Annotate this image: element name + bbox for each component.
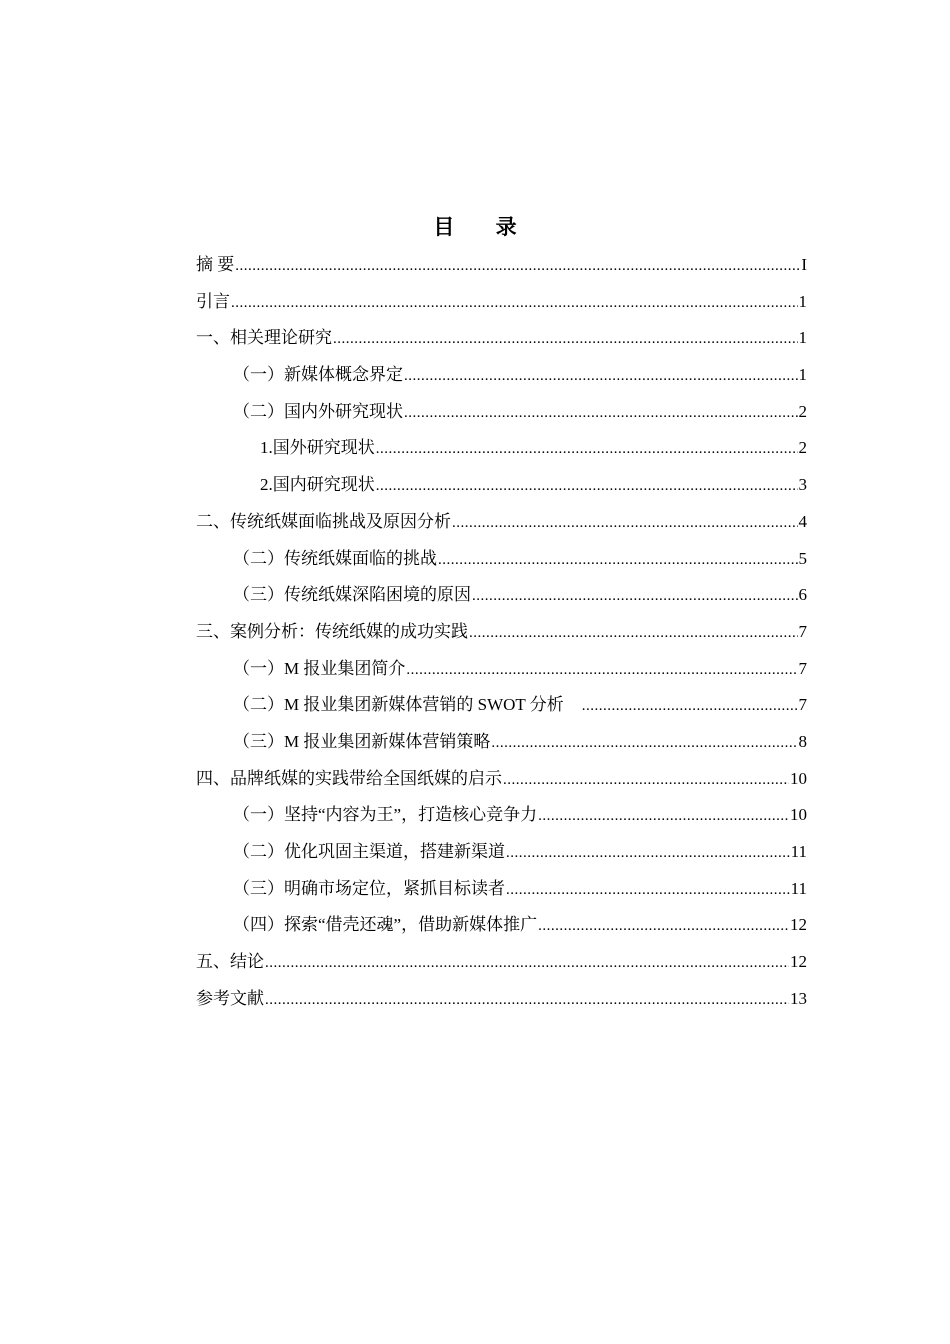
toc-leader-dots bbox=[231, 287, 798, 318]
page-title: 目 录 bbox=[433, 215, 535, 239]
toc-entry-chapter-2[interactable] bbox=[196, 507, 807, 544]
toc-entry-page: 1 bbox=[798, 328, 807, 348]
toc-entry-section-4-2[interactable] bbox=[196, 837, 807, 874]
toc-entry-page: 1 bbox=[798, 291, 807, 311]
toc-leader-dots bbox=[538, 800, 789, 831]
toc-entry-label: （一）新媒体概念界定 bbox=[233, 365, 403, 385]
toc-entry-page: 2 bbox=[798, 401, 807, 421]
toc-leader-dots bbox=[452, 507, 798, 538]
toc-entry-label: （一）M 报业集团简介 bbox=[233, 658, 406, 678]
toc-entry-page: 11 bbox=[790, 842, 807, 861]
toc-leader-dots bbox=[333, 323, 798, 354]
toc-entry-label: （二）优化巩固主渠道，搭建新渠道 bbox=[233, 842, 505, 861]
toc-entry-label: 摘 要 bbox=[196, 255, 235, 274]
toc-leader-dots bbox=[491, 727, 797, 758]
toc-leader-dots bbox=[538, 910, 789, 941]
toc-entry-label: （二）M 报业集团新媒体营销的 SWOT 分析 bbox=[233, 695, 564, 715]
toc-leader-dots bbox=[469, 617, 798, 648]
toc-entry-page: I bbox=[801, 255, 807, 274]
toc-entry-label: 五、结论 bbox=[196, 952, 264, 972]
toc-leader-dots bbox=[265, 947, 789, 978]
toc-entry-label: 2.国内研究现状 bbox=[260, 475, 375, 495]
toc-entry-section-1-1[interactable] bbox=[196, 360, 807, 397]
toc-entry-page: 7 bbox=[798, 658, 807, 678]
toc-entry-page: 12 bbox=[790, 915, 807, 935]
toc-entry-label: （二）传统纸媒面临的挑战 bbox=[233, 548, 437, 568]
toc-entry-label: （四）探索“借壳还魂”，借助新媒体推广 bbox=[233, 915, 538, 935]
toc-leader-dots bbox=[265, 984, 789, 1015]
toc-entry-page: 5 bbox=[798, 548, 807, 568]
toc-entry-page: 3 bbox=[798, 475, 807, 495]
toc-leader-dots bbox=[404, 397, 798, 428]
toc-entry-subsection-1-2-2[interactable] bbox=[196, 470, 807, 507]
toc-entry-label: 参考文献 bbox=[196, 988, 264, 1008]
toc-entry-page: 4 bbox=[798, 511, 807, 531]
toc-entry-label: （二）国内外研究现状 bbox=[233, 401, 403, 421]
toc-entry-label: （三）M 报业集团新媒体营销策略 bbox=[233, 731, 491, 751]
toc-entry-introduction[interactable] bbox=[196, 287, 807, 324]
toc-entry-label: 1.国外研究现状 bbox=[260, 438, 375, 458]
toc-entry-chapter-3[interactable] bbox=[196, 617, 807, 654]
toc-entry-label: （三）明确市场定位，紧抓目标读者 bbox=[233, 878, 505, 898]
toc-entry-label: 引言 bbox=[196, 291, 230, 311]
toc-entry-section-4-3[interactable] bbox=[196, 874, 807, 911]
toc-entry-page: 10 bbox=[790, 768, 807, 788]
toc-entry-section-3-3[interactable] bbox=[196, 727, 807, 764]
toc-leader-dots bbox=[582, 690, 798, 721]
toc-entry-page: 10 bbox=[790, 805, 807, 825]
toc-entry-page: 13 bbox=[790, 988, 807, 1008]
toc-entry-section-4-1[interactable] bbox=[196, 800, 807, 837]
toc-leader-dots bbox=[404, 360, 798, 391]
toc-entry-label: 二、传统纸媒面临挑战及原因分析 bbox=[196, 511, 451, 531]
toc-entry-abstract[interactable] bbox=[196, 250, 807, 287]
toc-leader-dots bbox=[235, 250, 800, 281]
toc-entry-section-4-4[interactable] bbox=[196, 910, 807, 947]
toc-leader-dots bbox=[376, 470, 798, 501]
toc-leader-dots bbox=[472, 580, 798, 611]
toc-entry-section-3-1[interactable] bbox=[196, 654, 807, 691]
toc-leader-dots bbox=[406, 654, 797, 685]
toc-entry-section-2-3[interactable] bbox=[196, 580, 807, 617]
toc-entry-references[interactable] bbox=[196, 984, 807, 1021]
toc-entry-chapter-4[interactable] bbox=[196, 764, 807, 801]
toc-entry-page: 8 bbox=[798, 731, 807, 751]
toc-entry-label: 三、案例分析：传统纸媒的成功实践 bbox=[196, 621, 468, 641]
toc-entry-label: （三）传统纸媒深陷困境的原因 bbox=[233, 585, 471, 605]
toc-entry-section-2-2[interactable] bbox=[196, 544, 807, 581]
toc-entry-label: 四、品牌纸媒的实践带给全国纸媒的启示 bbox=[196, 768, 502, 788]
toc-leader-dots bbox=[376, 433, 798, 464]
toc-leader-dots bbox=[506, 874, 790, 905]
toc-entry-page: 12 bbox=[790, 952, 807, 972]
toc-entry-label: （一）坚持“内容为王”，打造核心竞争力 bbox=[233, 805, 538, 825]
toc-entry-page: 2 bbox=[798, 438, 807, 458]
toc-entry-page: 7 bbox=[798, 621, 807, 641]
toc-entry-chapter-1[interactable] bbox=[196, 323, 807, 360]
toc-entry-page: 6 bbox=[798, 585, 807, 605]
toc-entry-page: 11 bbox=[790, 878, 807, 898]
toc-entry-section-3-2[interactable] bbox=[196, 690, 807, 727]
toc-entry-chapter-5[interactable] bbox=[196, 947, 807, 984]
toc-leader-dots bbox=[506, 837, 790, 868]
toc-leader-dots bbox=[438, 544, 798, 575]
toc-leader-dots bbox=[503, 764, 789, 795]
toc-entry-label: 一、相关理论研究 bbox=[196, 328, 332, 348]
toc-entry-subsection-1-2-1[interactable] bbox=[196, 433, 807, 470]
table-of-contents bbox=[196, 250, 807, 1020]
toc-entry-page: 7 bbox=[798, 695, 807, 715]
toc-entry-page: 1 bbox=[798, 365, 807, 385]
toc-entry-section-1-2[interactable] bbox=[196, 397, 807, 434]
